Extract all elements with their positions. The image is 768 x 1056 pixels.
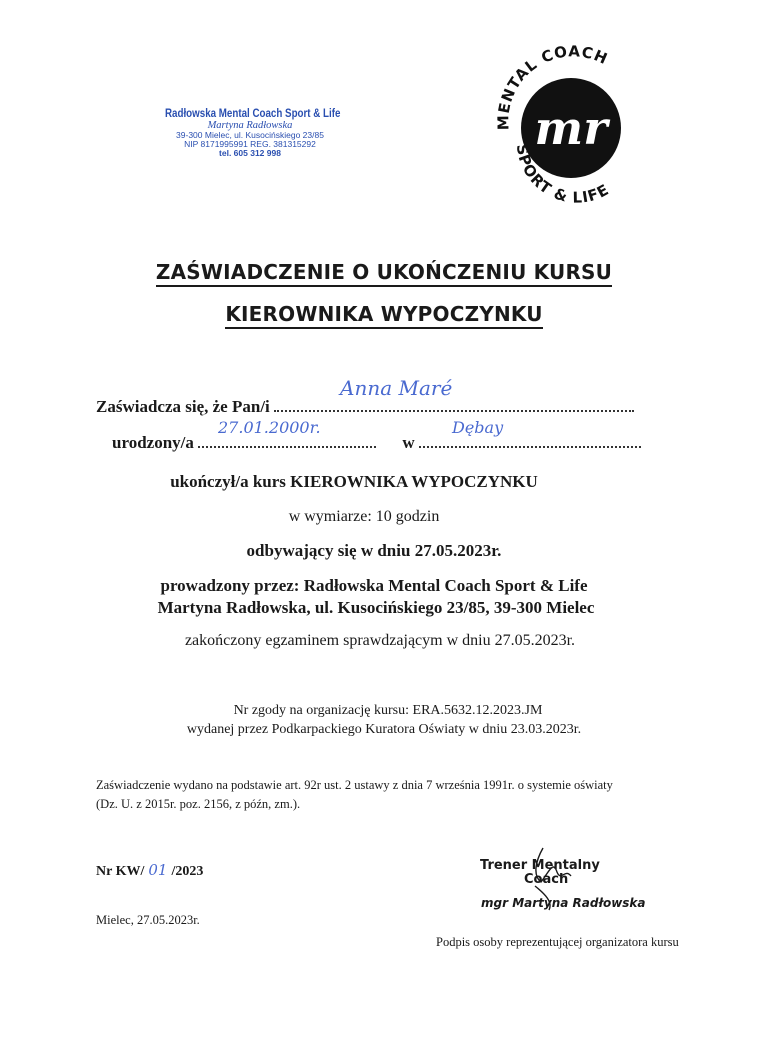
name-label: Zaświadcza się, że Pan/i [96,397,270,416]
name-field [274,396,634,412]
place-label: w [402,433,415,452]
exam-date-text: zakończony egzaminem sprawdzającym w dniu 27.05.2023r. [184,632,576,649]
logo-bottom-text: SPORT & LIFE [512,143,613,207]
certificate-title-line2: KIEROWNIKA WYPOCZYNKU [0,302,768,326]
course-date-text: odbywający się w dniu 27.05.2023r. [246,541,502,560]
mental-coach-logo [487,40,657,215]
number-value: 01 [148,861,168,879]
stamp-address: 39-300 Mielec, ul. Kusocińskiego 23/85 [176,130,324,141]
organizer-address-text: Martyna Radłowska, ul. Kusocińskiego 23/85, 39-300 Mielec [157,598,595,617]
logo-monogram: mr [534,101,608,155]
name-value: Anna Maré [340,376,453,400]
birth-label: urodzony/a [112,433,194,452]
birth-row [112,432,641,453]
approval-number-text: Nr zgody na organizację kursu: ERA.5632.12.2023.JM [233,703,543,718]
birth-date-value: 27.01.2000r. [218,418,321,437]
place-and-date: Mielec, 27.05.2023r. [96,913,200,927]
signature-name: mgr Martyna Radłowska [481,896,646,910]
birth-place-value: Dębay [452,418,504,437]
stamp-company-name: Radłowska Mental Coach Sport & Life [165,108,341,120]
logo-top-text: MENTAL COACH [494,42,611,131]
number-prefix: Nr KW/ [96,864,145,879]
certificate-title-line1: ZAŚWIADCZENIE O UKOŃCZENIU KURSU [0,260,768,284]
approval-issuer-text: wydanej przez Podkarpackiego Kuratora Oświaty w dniu 23.03.2023r. [186,722,582,737]
stamp-owner-name: Martyna Radłowska [207,120,293,132]
legal-basis-line2: (Dz. U. z 2015r. poz. 2156, z późn, zm.). [96,797,301,811]
number-suffix: /2023 [171,864,204,879]
legal-basis-line1: Zaświadczenie wydano na podstawie art. 92r ust. 2 ustawy z dnia 7 września 1991r. o systemie oświaty [96,778,613,792]
stamp-phone: tel. 605 312 998 [219,147,281,158]
course-duration-text: w wymiarze: 10 godzin [288,508,440,525]
company-stamp [150,108,350,158]
signature-caption: Podpis osoby reprezentującej organizatora kursu [436,935,679,949]
signature-title-line2: Coach [524,872,569,887]
organizer-text: prowadzony przez: Radłowska Mental Coach Sport & Life [160,576,588,595]
signature-title-line1: Trener Mentalny [480,858,600,873]
course-completed-text: ukończył/a kurs KIEROWNIKA WYPOCZYNKU [170,472,538,491]
stamp-registration: NIP 8171995991 REG. 381315292 [184,139,316,149]
certificate-number [96,861,203,880]
